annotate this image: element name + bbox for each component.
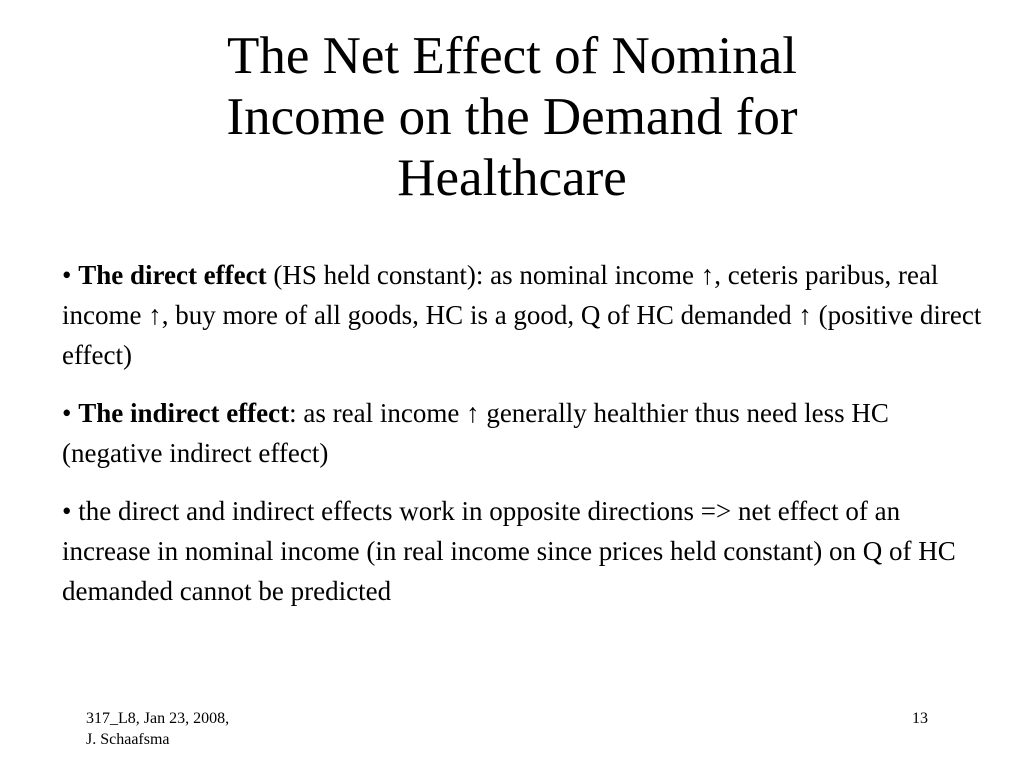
title-line-3: Healthcare <box>397 149 627 207</box>
bullet-direct-effect <box>62 255 992 375</box>
slide-title <box>112 26 912 209</box>
bullet-indirect-effect <box>62 393 992 473</box>
bullet-heading: The indirect effect <box>78 398 290 428</box>
slide-body <box>62 255 992 629</box>
bullet-text: : as real income ↑ generally healthier thus need less HC (negative indirect effect) <box>62 398 889 468</box>
title-line-2: Income on the Demand for <box>226 88 798 146</box>
bullet-text: (HS held constant): as nominal income ↑, ceteris paribus, real income ↑, buy more of all goods, HC is a good, Q of HC demanded ↑ (positive direct effect) <box>62 260 982 370</box>
bullet-marker: • <box>62 260 72 290</box>
footer-course-info <box>86 708 229 750</box>
page-number: 13 <box>912 710 928 727</box>
bullet-heading: The direct effect <box>78 260 267 290</box>
bullet-marker: • <box>62 398 72 428</box>
bullet-text: the direct and indirect effects work in opposite directions => net effect of an increase in nominal income (in real income since prices held constant) on Q of HC demanded cannot be predicted <box>62 496 956 606</box>
bullet-net-effect <box>62 491 992 611</box>
footer-course-line: 317_L8, Jan 23, 2008, <box>86 710 230 727</box>
footer-author: J. Schaafsma <box>86 731 170 748</box>
title-line-1: The Net Effect of Nominal <box>226 27 798 85</box>
bullet-marker: • <box>62 496 72 526</box>
